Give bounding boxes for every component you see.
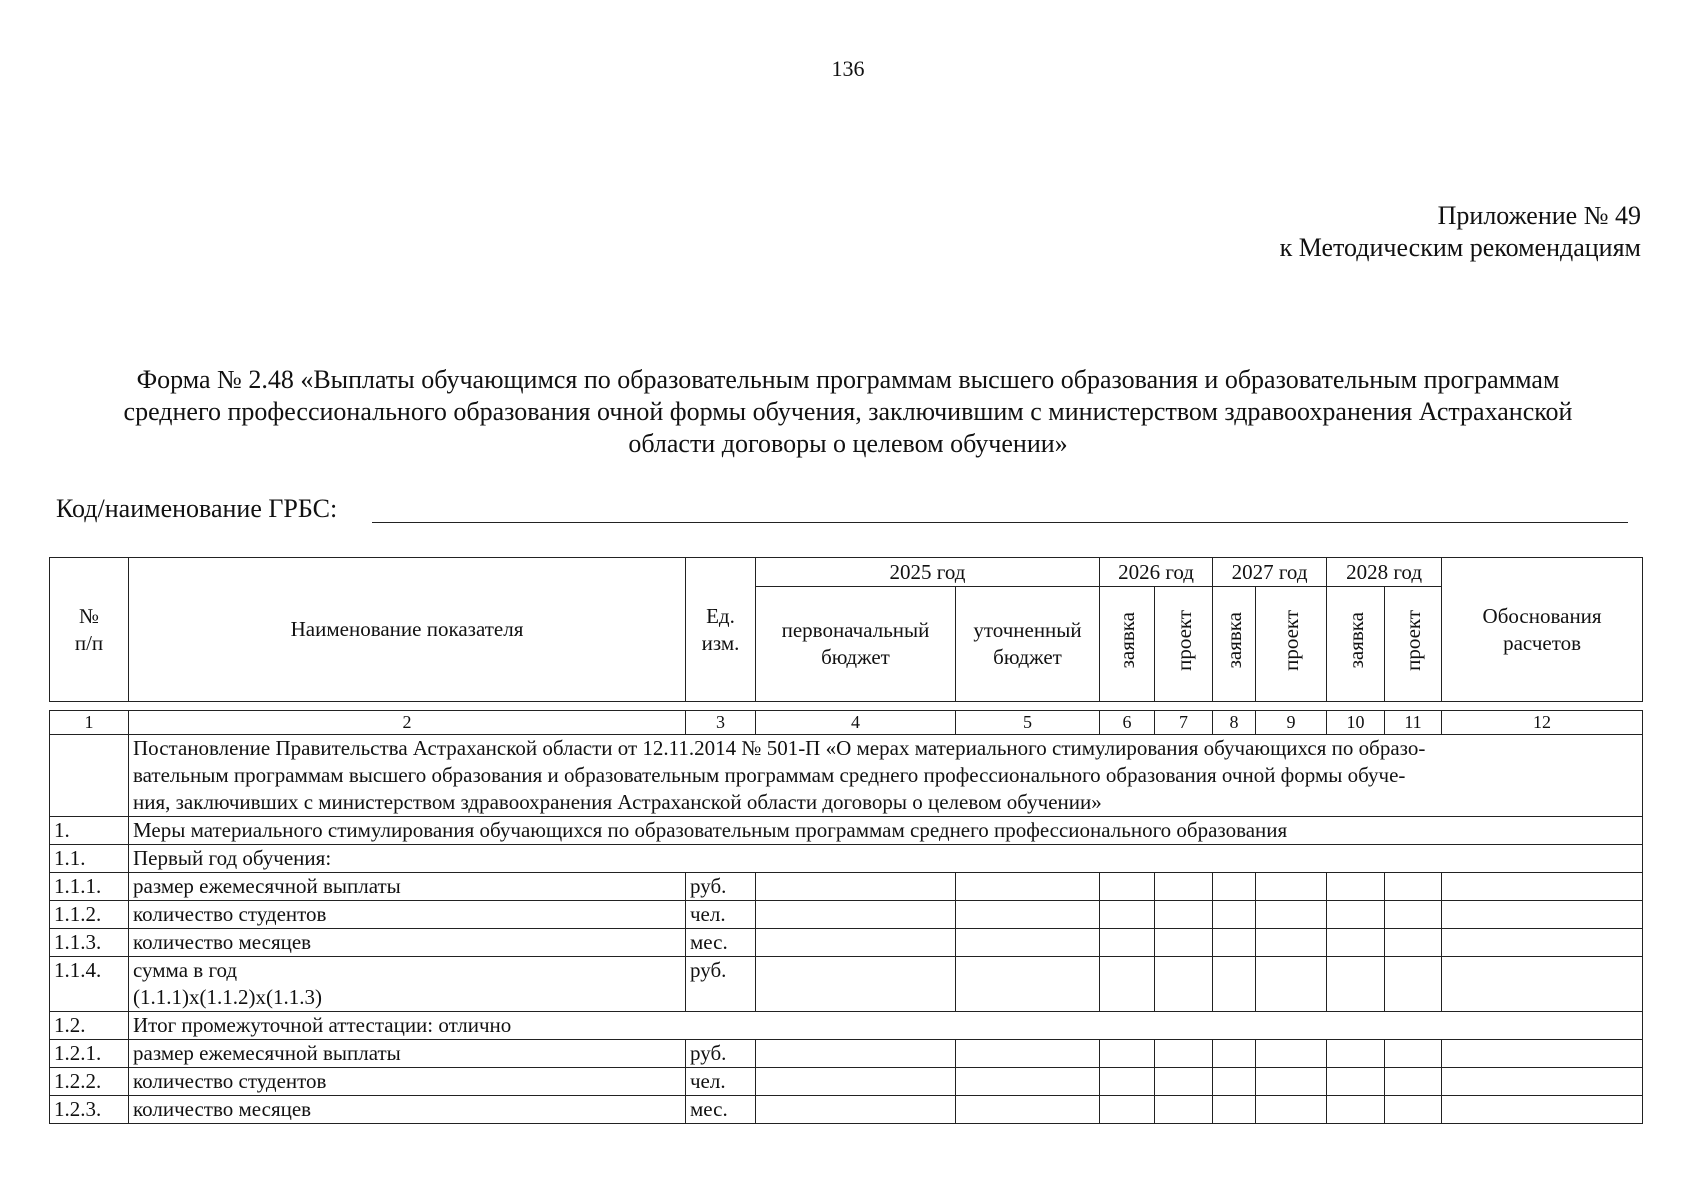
form-title-line-3: области договоры о целевом обучении» bbox=[628, 429, 1068, 458]
header-revised-budget: уточненный бюджет bbox=[956, 587, 1100, 702]
row-value-cell[interactable] bbox=[1213, 957, 1256, 1012]
row-value-cell[interactable] bbox=[1385, 1096, 1442, 1124]
row-value-cell[interactable] bbox=[1442, 873, 1643, 901]
row-value-cell[interactable] bbox=[1213, 929, 1256, 957]
row-unit: мес. bbox=[686, 1096, 756, 1124]
row-value-cell[interactable] bbox=[1327, 957, 1385, 1012]
column-number: 12 bbox=[1442, 711, 1643, 735]
column-number: 3 bbox=[686, 711, 756, 735]
table-row bbox=[50, 1012, 1643, 1040]
row-indicator-name: размер ежемесячной выплаты bbox=[129, 1040, 686, 1068]
header-2028-project: проект bbox=[1385, 587, 1442, 702]
table-row bbox=[50, 957, 1643, 1012]
header-name: Наименование показателя bbox=[129, 558, 686, 702]
row-indicator-name: количество студентов bbox=[129, 1068, 686, 1096]
column-number-row bbox=[50, 711, 1643, 735]
row-value-cell[interactable] bbox=[1385, 1068, 1442, 1096]
row-value-cell[interactable] bbox=[1155, 929, 1213, 957]
row-value-cell[interactable] bbox=[1100, 901, 1155, 929]
header-2026-project: проект bbox=[1155, 587, 1213, 702]
row-section-title: Меры материального стимулирования обучающихся по образовательным программам среднего профессионального образования bbox=[129, 817, 1643, 845]
page-number: 136 bbox=[831, 56, 865, 81]
row-unit: руб. bbox=[686, 873, 756, 901]
resolution-num-cell bbox=[50, 735, 129, 817]
row-value-cell[interactable] bbox=[1327, 1096, 1385, 1124]
row-value-cell[interactable] bbox=[1327, 1068, 1385, 1096]
row-value-cell[interactable] bbox=[1256, 929, 1327, 957]
table-row bbox=[50, 873, 1643, 901]
row-value-cell[interactable] bbox=[1327, 1040, 1385, 1068]
row-value-cell[interactable] bbox=[1100, 957, 1155, 1012]
header-year-2025: 2025 год bbox=[756, 558, 1100, 587]
header-year-2028: 2028 год bbox=[1327, 558, 1442, 587]
row-number: 1.2.1. bbox=[50, 1040, 129, 1068]
row-value-cell[interactable] bbox=[1100, 1096, 1155, 1124]
table-row bbox=[50, 929, 1643, 957]
row-value-cell[interactable] bbox=[1327, 873, 1385, 901]
row-indicator-name: сумма в год (1.1.1)х(1.1.2)х(1.1.3) bbox=[129, 957, 686, 1012]
row-unit: чел. bbox=[686, 901, 756, 929]
row-value-cell[interactable] bbox=[756, 929, 956, 957]
grbs-input-line[interactable] bbox=[372, 522, 1628, 523]
row-value-cell[interactable] bbox=[1213, 1096, 1256, 1124]
table-row bbox=[50, 1040, 1643, 1068]
row-value-cell[interactable] bbox=[956, 929, 1100, 957]
column-number: 9 bbox=[1256, 711, 1327, 735]
row-value-cell[interactable] bbox=[1385, 957, 1442, 1012]
column-number: 10 bbox=[1327, 711, 1385, 735]
row-indicator-name: количество месяцев bbox=[129, 1096, 686, 1124]
row-value-cell[interactable] bbox=[1256, 901, 1327, 929]
table-row bbox=[50, 901, 1643, 929]
header-num: № п/п bbox=[50, 558, 129, 702]
row-value-cell[interactable] bbox=[1100, 1068, 1155, 1096]
header-table bbox=[49, 557, 1643, 702]
row-value-cell[interactable] bbox=[1256, 873, 1327, 901]
row-value-cell[interactable] bbox=[1442, 1040, 1643, 1068]
table-row bbox=[50, 845, 1643, 873]
row-value-cell[interactable] bbox=[1100, 873, 1155, 901]
row-number: 1.1.1. bbox=[50, 873, 129, 901]
table-row bbox=[50, 1068, 1643, 1096]
form-title bbox=[50, 364, 1646, 460]
row-value-cell[interactable] bbox=[756, 873, 956, 901]
row-value-cell[interactable] bbox=[1442, 957, 1643, 1012]
row-unit: руб. bbox=[686, 1040, 756, 1068]
header-year-2027: 2027 год bbox=[1213, 558, 1327, 587]
column-number: 1 bbox=[50, 711, 129, 735]
row-number: 1.1.3. bbox=[50, 929, 129, 957]
row-value-cell[interactable] bbox=[1256, 1040, 1327, 1068]
row-value-cell[interactable] bbox=[756, 1068, 956, 1096]
header-year-2026: 2026 год bbox=[1100, 558, 1213, 587]
header-2028-request: заявка bbox=[1327, 587, 1385, 702]
column-number: 11 bbox=[1385, 711, 1442, 735]
row-value-cell[interactable] bbox=[1155, 1040, 1213, 1068]
row-value-cell[interactable] bbox=[956, 1068, 1100, 1096]
row-value-cell[interactable] bbox=[1385, 873, 1442, 901]
header-2027-request: заявка bbox=[1213, 587, 1256, 702]
row-value-cell[interactable] bbox=[1385, 929, 1442, 957]
column-number: 5 bbox=[956, 711, 1100, 735]
row-value-cell[interactable] bbox=[1256, 957, 1327, 1012]
row-value-cell[interactable] bbox=[1155, 957, 1213, 1012]
row-value-cell[interactable] bbox=[1442, 1096, 1643, 1124]
header-2026-request: заявка bbox=[1100, 587, 1155, 702]
column-number: 2 bbox=[129, 711, 686, 735]
body-table bbox=[49, 710, 1643, 1124]
row-indicator-name: размер ежемесячной выплаты bbox=[129, 873, 686, 901]
header-unit: Ед. изм. bbox=[686, 558, 756, 702]
row-value-cell[interactable] bbox=[1213, 1040, 1256, 1068]
row-unit: мес. bbox=[686, 929, 756, 957]
row-value-cell[interactable] bbox=[1256, 1068, 1327, 1096]
row-number: 1.2.3. bbox=[50, 1096, 129, 1124]
row-number: 1.1.4. bbox=[50, 957, 129, 1012]
grbs-label: Код/наименование ГРБС: bbox=[56, 494, 338, 523]
column-number: 4 bbox=[756, 711, 956, 735]
row-number: 1.1.2. bbox=[50, 901, 129, 929]
row-value-cell[interactable] bbox=[1100, 1040, 1155, 1068]
header-2027-project: проект bbox=[1256, 587, 1327, 702]
row-value-cell[interactable] bbox=[1155, 873, 1213, 901]
row-value-cell[interactable] bbox=[956, 873, 1100, 901]
form-title-line-1: Форма № 2.48 «Выплаты обучающимся по образовательным программам высшего образования и образовательным программам bbox=[136, 365, 1560, 394]
row-value-cell[interactable] bbox=[1327, 901, 1385, 929]
row-number: 1. bbox=[50, 817, 129, 845]
column-number: 6 bbox=[1100, 711, 1155, 735]
column-number: 7 bbox=[1155, 711, 1213, 735]
row-value-cell[interactable] bbox=[756, 1040, 956, 1068]
row-value-cell[interactable] bbox=[1385, 901, 1442, 929]
row-value-cell[interactable] bbox=[756, 957, 956, 1012]
row-value-cell[interactable] bbox=[1327, 929, 1385, 957]
table-row bbox=[50, 817, 1643, 845]
resolution-text: Постановление Правительства Астраханской области от 12.11.2014 № 501-П «О мерах материального стимулирования обучающихся по образо- вательным программам высшего образования и образовательным программам среднего профессионального образования очной формы обуче- ния, заключивших с министерством здравоохранения Астраханской области договоры о целевом обучении» bbox=[129, 735, 1643, 817]
appendix-line-1: Приложение № 49 bbox=[1437, 201, 1641, 230]
row-value-cell[interactable] bbox=[1213, 901, 1256, 929]
row-number: 1.2. bbox=[50, 1012, 129, 1040]
row-value-cell[interactable] bbox=[1442, 901, 1643, 929]
header-justification: Обоснования расчетов bbox=[1442, 558, 1643, 702]
row-indicator-name: количество месяцев bbox=[129, 929, 686, 957]
appendix-line-2: к Методическим рекомендациям bbox=[1279, 233, 1641, 262]
row-value-cell[interactable] bbox=[1213, 1068, 1256, 1096]
row-section-title: Итог промежуточной аттестации: отлично bbox=[129, 1012, 1643, 1040]
row-value-cell[interactable] bbox=[1155, 1068, 1213, 1096]
row-value-cell[interactable] bbox=[1213, 873, 1256, 901]
table-row bbox=[50, 1096, 1643, 1124]
row-indicator-name: количество студентов bbox=[129, 901, 686, 929]
row-section-title: Первый год обучения: bbox=[129, 845, 1643, 873]
form-title-line-2: среднего профессионального образования очной формы обучения, заключившим с министерством здравоохранения Астраханской bbox=[123, 397, 1573, 426]
column-number: 8 bbox=[1213, 711, 1256, 735]
row-value-cell[interactable] bbox=[1155, 1096, 1213, 1124]
row-unit: руб. bbox=[686, 957, 756, 1012]
row-value-cell[interactable] bbox=[1385, 1040, 1442, 1068]
row-value-cell[interactable] bbox=[956, 957, 1100, 1012]
row-value-cell[interactable] bbox=[1100, 929, 1155, 957]
row-value-cell[interactable] bbox=[1155, 901, 1213, 929]
row-unit: чел. bbox=[686, 1068, 756, 1096]
row-value-cell[interactable] bbox=[1442, 929, 1643, 957]
row-value-cell[interactable] bbox=[1442, 1068, 1643, 1096]
row-value-cell[interactable] bbox=[756, 901, 956, 929]
row-value-cell[interactable] bbox=[956, 1040, 1100, 1068]
row-value-cell[interactable] bbox=[756, 1096, 956, 1124]
header-initial-budget: первоначальный бюджет bbox=[756, 587, 956, 702]
row-number: 1.1. bbox=[50, 845, 129, 873]
row-number: 1.2.2. bbox=[50, 1068, 129, 1096]
row-value-cell[interactable] bbox=[1256, 1096, 1327, 1124]
row-value-cell[interactable] bbox=[956, 1096, 1100, 1124]
appendix-reference bbox=[1280, 200, 1641, 264]
row-value-cell[interactable] bbox=[956, 901, 1100, 929]
resolution-row bbox=[50, 735, 1643, 817]
